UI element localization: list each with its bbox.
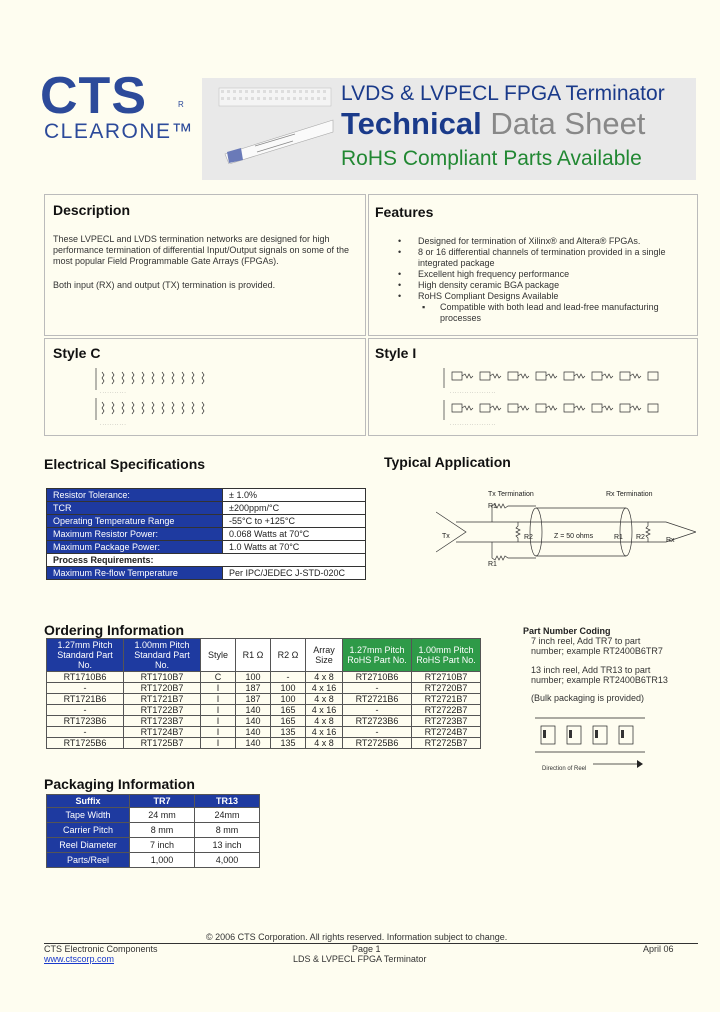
cell: RT2721B7 [412,694,481,705]
cell: 4 x 16 [306,705,343,716]
style-c-heading: Style C [53,345,101,361]
cell: - [47,683,124,694]
style-c-schematic [90,364,210,430]
r2-right-label: R2 [636,534,645,541]
cell: 140 [236,738,271,749]
cell: I [201,738,236,749]
cell: - [47,705,124,716]
footer-url[interactable] [44,954,114,964]
spec-row [47,567,366,580]
cell: - [271,672,306,683]
cell: 140 [236,727,271,738]
spec-label: TCR [47,502,223,515]
header-rohs: RoHS Compliant Parts Available [341,147,642,170]
cell: 8 mm [195,823,260,838]
cell: 13 inch [195,838,260,853]
cell: 7 inch [130,838,195,853]
cell: 8 mm [130,823,195,838]
cell: RT2723B7 [412,716,481,727]
col-header: Suffix [47,795,130,808]
feature-item: • RoHS Compliant Designs Available [394,291,694,302]
r2-label: R2 [524,534,533,541]
cell: RT1720B7 [124,683,201,694]
data-sheet-word: Data Sheet [481,106,646,141]
col-header: TR7 [130,795,195,808]
cell: RT1710B6 [47,672,124,683]
cell: RT2725B7 [412,738,481,749]
electrical-heading: Electrical Specifications [44,456,206,472]
footer-date: April 06 [643,944,674,954]
r1-bottom-label: R1 [488,561,497,568]
spec-row [47,528,366,541]
cell: I [201,727,236,738]
ordering-table [46,638,481,749]
spec-value: -55°C to +125°C [223,515,366,528]
spec-label: Maximum Resistor Power: [47,528,223,541]
features-list [394,236,694,324]
cell: 1,000 [130,853,195,868]
footer-page: Page 1 [352,944,381,954]
footer-company: CTS Electronic Components [44,944,158,954]
spec-row [47,489,366,502]
col-header: TR13 [195,795,260,808]
table-row [47,683,481,694]
feature-item: • 8 or 16 differential channels of termination provided in a single integrated package [394,247,694,269]
cell: RT2724B7 [412,727,481,738]
cell: RT2723B6 [343,716,412,727]
header-technical-data-sheet [341,106,645,142]
svg-text:· · · · · · · · · · · · · · ·: · · · · · · · · · · · · · · · · · · · [450,422,496,427]
spec-row [47,502,366,515]
description-para1: These LVPECL and LVDS termination networks are designed for high performance termination of differential Input/Output signals on some of the most popular Field Programmable Gate Arrays (FPGAs). [53,234,350,266]
tx-termination-label: Tx Termination [488,491,534,498]
col-header: 1.27mm Pitch RoHS Part No. [343,639,412,672]
cell: 24mm [195,808,260,823]
table-row [47,672,481,683]
process-heading: Process Requirements: [47,554,366,567]
part-coding-line2: number; example RT2400B6TR7 [531,646,663,656]
table-row [47,716,481,727]
cell: 187 [236,683,271,694]
feature-item: • Designed for termination of Xilinx® and Altera® FPGAs. [394,236,694,247]
description-heading: Description [53,202,131,218]
cell: I [201,694,236,705]
cell: 187 [236,694,271,705]
spec-label: Maximum Re-flow Temperature [47,567,223,580]
direction-of-reel-label: Direction of Reel [542,766,587,772]
tx-label: Tx [442,533,450,540]
table-row [47,705,481,716]
table-row [47,694,481,705]
spec-value: 0.068 Watts at 70°C [223,528,366,541]
packaging-heading: Packaging Information [44,776,195,792]
features-heading: Features [375,204,434,220]
cell: 100 [271,694,306,705]
part-coding-heading: Part Number Coding [523,626,611,636]
technical-word: Technical [341,106,482,141]
cell: 4,000 [195,853,260,868]
cell: 135 [271,727,306,738]
cell: 100 [271,683,306,694]
cell: RT2722B7 [412,705,481,716]
cell: 4 x 16 [306,683,343,694]
part-coding-line4: number; example RT2400B6TR13 [531,675,668,685]
cell: RT1725B6 [47,738,124,749]
table-row [47,727,481,738]
svg-text:· · · · · · · · · · ·: · · · · · · · · · · · [100,422,126,427]
cell: 140 [236,705,271,716]
spec-row [47,515,366,528]
chip-product-image [215,84,335,164]
cell: I [201,705,236,716]
cell: RT1710B7 [124,672,201,683]
table-row [47,853,260,868]
col-header: R2 Ω [271,639,306,672]
cell: 4 x 8 [306,738,343,749]
cell: 4 x 8 [306,672,343,683]
cell: RT2725B6 [343,738,412,749]
cell: RT1723B6 [47,716,124,727]
typical-app-heading: Typical Application [384,454,511,470]
table-row [47,738,481,749]
cell: RT1721B7 [124,694,201,705]
col-header: 1.00mm Pitch RoHS Part No. [412,639,481,672]
cell: 4 x 8 [306,694,343,705]
cell: Tape Width [47,808,130,823]
cell: Parts/Reel [47,853,130,868]
cell: RT2710B6 [343,672,412,683]
cell: - [343,683,412,694]
spec-row [47,541,366,554]
spec-label: Operating Temperature Range [47,515,223,528]
cell: RT1721B6 [47,694,124,705]
cell: RT1724B7 [124,727,201,738]
spec-value: ± 1.0% [223,489,366,502]
feature-item: • Excellent high frequency performance [394,269,694,280]
cell: 4 x 8 [306,716,343,727]
style-i-heading: Style I [375,345,417,361]
cell: RT2720B7 [412,683,481,694]
cell: 135 [271,738,306,749]
cell: 100 [236,672,271,683]
spec-value: 1.0 Watts at 70°C [223,541,366,554]
col-header: R1 Ω [236,639,271,672]
cell: RT2710B7 [412,672,481,683]
part-coding-line1: 7 inch reel, Add TR7 to part [531,636,641,646]
r1-mid-label: R1 [614,534,623,541]
style-i-schematic [440,362,670,430]
col-header: 1.00mm Pitch Standard Part No. [124,639,201,672]
ordering-header-row [47,639,481,672]
typical-application-diagram [436,484,696,584]
part-coding-line3: 13 inch reel, Add TR13 to part [531,665,651,675]
spec-value: ±200ppm/°C [223,502,366,515]
table-row [47,808,260,823]
rx-label: Rx [666,537,675,544]
header-product-title: LVDS & LVPECL FPGA Terminator [341,82,665,105]
svg-text:· · · · · · · · · · · · · · ·: · · · · · · · · · · · · · · · · · · · [450,390,496,395]
cell: RT1723B7 [124,716,201,727]
cell: - [343,705,412,716]
clearone-logo: CLEARONE™ [44,120,195,143]
cell: - [343,727,412,738]
part-coding-line5: (Bulk packaging is provided) [531,693,645,703]
col-header: Style [201,639,236,672]
cell: RT2721B6 [343,694,412,705]
cell: RT1725B7 [124,738,201,749]
cell: 24 mm [130,808,195,823]
cell: I [201,683,236,694]
footer-doc-title: LDS & LVPECL FPGA Terminator [293,954,427,964]
electrical-spec-table [46,488,366,580]
cell: 165 [271,705,306,716]
cell: I [201,716,236,727]
svg-text:· · · · · · · · · · ·: · · · · · · · · · · · [100,390,126,395]
feature-item: • High density ceramic BGA package [394,280,694,291]
table-row [47,838,260,853]
cell: C [201,672,236,683]
packaging-table [46,794,260,868]
footer-url-link[interactable]: www.ctscorp.com [44,954,115,964]
cell: - [47,727,124,738]
cell: Carrier Pitch [47,823,130,838]
process-heading-row [47,554,366,567]
packaging-header-row [47,795,260,808]
cell: Reel Diameter [47,838,130,853]
col-header: Array Size [306,639,343,672]
ordering-heading: Ordering Information [44,622,184,638]
table-row [47,823,260,838]
reel-direction-diagram [533,708,653,768]
cell: RT1722B7 [124,705,201,716]
cts-logo: CTS [40,67,147,125]
feature-sub-item: ▪ Compatible with both lead and lead-free manufacturing processes [394,302,694,324]
spec-label: Resistor Tolerance: [47,489,223,502]
footer-copyright: © 2006 CTS Corporation. All rights reserved. Information subject to change. [206,932,508,942]
r1-top-label: R1 [488,503,497,510]
col-header: 1.27mm Pitch Standard Part No. [47,639,124,672]
cell: 165 [271,716,306,727]
cell: 4 x 16 [306,727,343,738]
impedance-label: Z = 50 ohms [554,533,594,540]
rx-termination-label: Rx Termination [606,491,653,498]
cell: 140 [236,716,271,727]
spec-label: Maximum Package Power: [47,541,223,554]
description-para2: Both input (RX) and output (TX) termination is provided. [53,280,276,290]
registered-mark: R [178,100,184,109]
spec-value: Per IPC/JEDEC J-STD-020C [223,567,366,580]
